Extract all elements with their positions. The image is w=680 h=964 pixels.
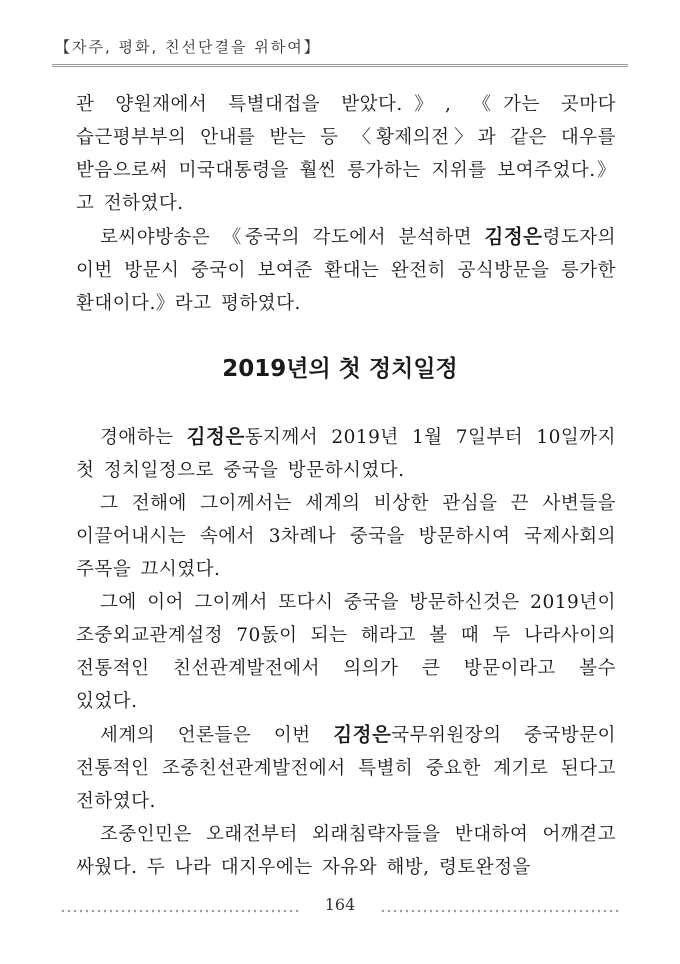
paragraph-text: 동지께서 2019년 1월 7일부터 10일까지 첫 정치일정으로 중국을 방문하시였다. <box>76 427 617 481</box>
paragraph-text: 로씨야방송은 《중국의 각도에서 분석하면 <box>100 227 485 248</box>
section-heading: 2019년의 첫 정치일정 <box>222 356 458 382</box>
paragraph: 조중인민은 오래전부터 외래침략자들을 반대하여 어깨겯고 싸웠다. 두 나라 대지우에는 자유와 해방, 령토완정을 <box>76 824 616 878</box>
page-footer <box>60 895 620 919</box>
leader-name: 김정은 <box>186 425 245 448</box>
paragraph-text: 세계의 언론들은 이번 <box>100 725 334 746</box>
top-text-block <box>76 88 616 320</box>
paragraph: 관 양원재에서 특별대접을 받았다.》, 《가는 곳마다 습근평부부의 안내를 받는 등 〈황제의전〉과 같은 대우를 받음으로써 미국대통령을 훨씬 릉가하는 지위를 보여주었다.》고 전하였다. <box>76 94 616 214</box>
page-number: 164 <box>324 895 356 914</box>
leader-name: 김정은 <box>333 723 392 746</box>
paragraph-text: 국무위원장의 중국방문이 전통적인 조중친선관계발전에서 특별히 중요한 계기로 된다고 전하였다. <box>76 725 617 812</box>
paragraph-text: 령도자의 이번 방문시 중국이 보여준 환대는 완전히 공식방문을 릉가한 환대이다.》라고 평하였다. <box>76 227 616 314</box>
running-head: 【자주, 평화, 친선단결을 위하여】 <box>55 38 321 56</box>
paragraph: 그 전해에 그이께서는 세계의 비상한 관심을 끈 사변들을 이끌어내시는 속에서 3차례나 중국을 방문하시여 국제사회의 주목을 끄시였다. <box>76 493 616 580</box>
main-text-block <box>76 420 616 884</box>
paragraph <box>76 718 616 818</box>
paragraph-text: 경애하는 <box>100 427 187 448</box>
paragraph <box>76 220 616 320</box>
paragraph <box>76 420 616 487</box>
leader-name: 김정은 <box>484 225 543 248</box>
paragraph: 그에 이어 그이께서 또다시 중국을 방문하신것은 2019년이 조중외교관계설정 70돐이 되는 해라고 볼 때 두 나라사이의 전통적인 친선관계발전에서 의의가 큰 방문이라고 볼수 있었다. <box>76 592 616 712</box>
footer-ornament-right <box>380 908 620 914</box>
header-rule <box>52 64 628 67</box>
